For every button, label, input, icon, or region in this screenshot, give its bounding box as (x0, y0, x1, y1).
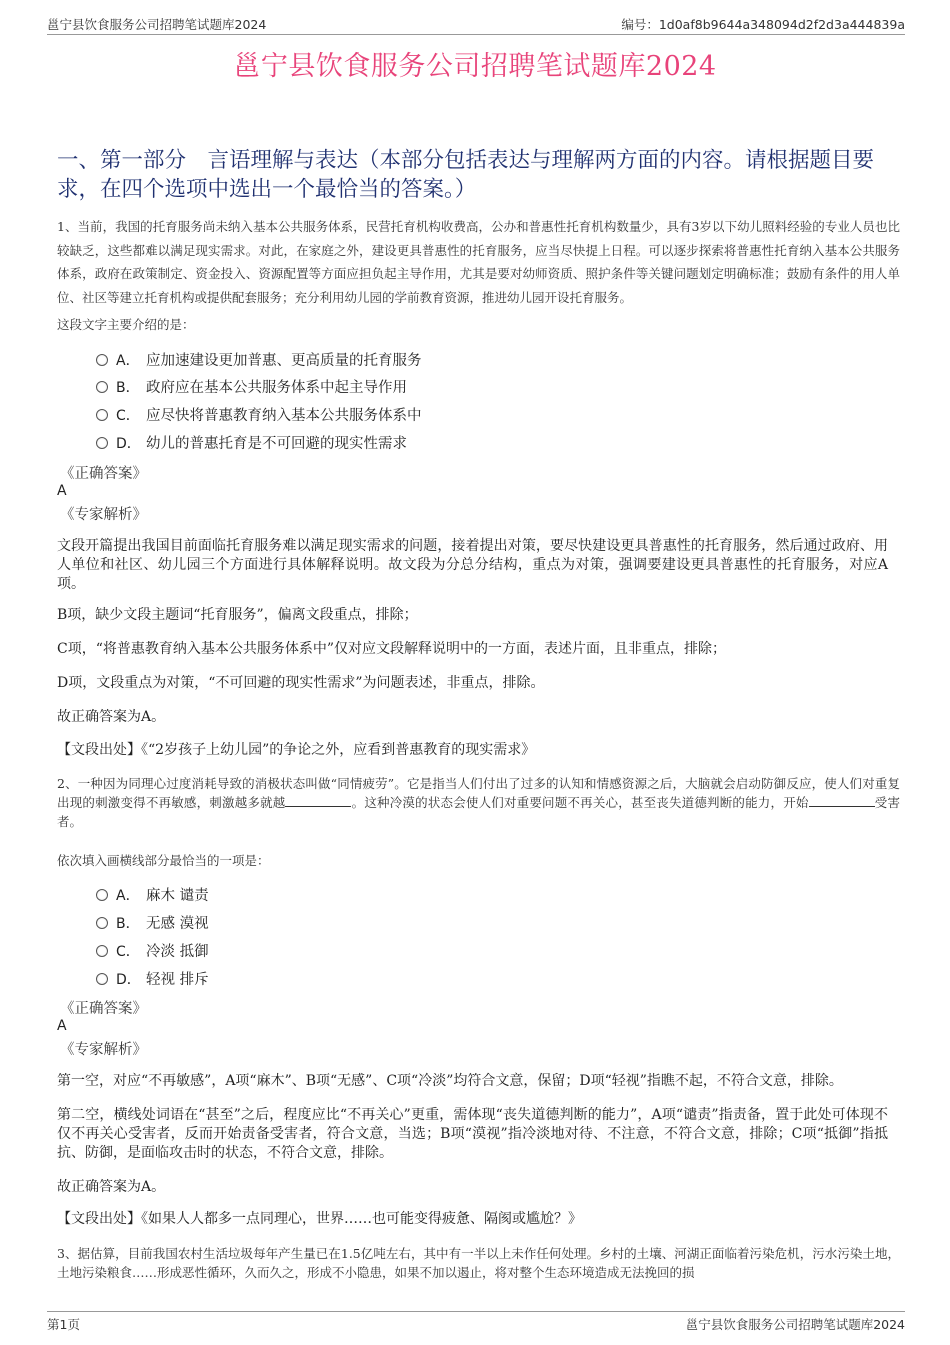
q1-option-c[interactable]: C． 应尽快将普惠教育纳入基本公共服务体系中 (96, 404, 422, 426)
page-header (47, 14, 905, 35)
q2-answer-label: 《正确答案》 (60, 1001, 147, 1017)
radio-icon[interactable] (96, 437, 108, 449)
q1-answer: A (57, 483, 67, 499)
q1-option-a[interactable]: A． 应加速建设更加普惠、更高质量的托育服务 (96, 349, 422, 371)
q2-option-a[interactable]: A． 麻木 谴责 (96, 884, 209, 906)
q1-analysis-1: 文段开篇提出我国目前面临托育服务难以满足现实需求的问题，接着提出对策，要尽快建设更具普惠性的托育服务，然后通过政府、用人单位和社区、幼儿园三个方面进行具体解释说明。故文段为分总分结构，重点为对策，强调要建设更具普惠性的托育服务，对应A项。 (57, 538, 888, 592)
q2-question: 依次填入画横线部分最恰当的一项是： (57, 853, 270, 868)
q2-source: 【文段出处】《如果人人都多一点同理心，世界……也可能变得疲惫、隔阂或尴尬？》 (57, 1211, 582, 1227)
fill-blank-2[interactable] (809, 794, 875, 807)
q1-option-b[interactable]: B． 政府应在基本公共服务体系中起主导作用 (96, 376, 407, 398)
q2-analysis-2: 第二空，横线处词语在“甚至”之后，程度应比“不再关心”更重，需体现“丧失道德判断的能力”，A项“谴责”指责备，置于此处可体现不仅不再关心受害者，反而开始责备受害者，符合文意，当选；B项“漠视”指冷淡地对待、不注意，不符合文意，排除；C项“抵御”指抵抗、防御，是面临攻击时的状态，不符合文意，排除。 (57, 1107, 888, 1161)
q2-answer: A (57, 1018, 67, 1034)
q1-analysis-3: C项，“将普惠教育纳入基本公共服务体系中”仅对应文段解释说明中的一方面，表述片面，且非重点，排除； (57, 641, 727, 657)
page-number: 第1页 (47, 1317, 80, 1332)
radio-icon[interactable] (96, 973, 108, 985)
fill-blank-1[interactable] (285, 794, 351, 807)
q2-option-b[interactable]: B． 无感 漠视 (96, 912, 209, 934)
section-heading: 一、第一部分 言语理解与表达（本部分包括表达与理解两方面的内容。请根据题目要求，在四个选项中选出一个最恰当的答案。） (57, 148, 875, 202)
q2-analysis-3: 故正确答案为A。 (57, 1179, 166, 1195)
q1-analysis-4: D项，文段重点为对策，“不可回避的现实性需求”为问题表述，非重点，排除。 (57, 675, 545, 691)
q1-question: 这段文字主要介绍的是： (57, 317, 195, 332)
radio-icon[interactable] (96, 381, 108, 393)
q2-analysis-label: 《专家解析》 (60, 1042, 147, 1058)
radio-icon[interactable] (96, 354, 108, 366)
q2-analysis-1: 第一空，对应“不再敏感”，A项“麻木”、B项“无感”、C项“冷淡”均符合文意，保留；D项“轻视”指瞧不起，不符合文意，排除。 (57, 1073, 843, 1089)
q1-answer-label: 《正确答案》 (60, 466, 147, 482)
q2-option-c[interactable]: C． 冷淡 抵御 (96, 940, 209, 962)
page-title: 邕宁县饮食服务公司招聘笔试题库2024 (233, 51, 717, 82)
q1-source: 【文段出处】《“2岁孩子上幼儿园”的争论之外，应看到普惠教育的现实需求》 (57, 742, 536, 758)
q1-analysis-5: 故正确答案为A。 (57, 709, 166, 725)
footer-title: 邕宁县饮食服务公司招聘笔试题库2024 (685, 1317, 905, 1332)
radio-icon[interactable] (96, 945, 108, 957)
q1-analysis-2: B项，缺少文段主题词“托育服务”，偏离文段重点，排除； (57, 607, 418, 623)
header-left: 邕宁县饮食服务公司招聘笔试题库2024 (47, 17, 267, 32)
q3-passage: 3、据估算，目前我国农村生活垃圾每年产生量已在1.5亿吨左右，其中有一半以上未作任何处理。乡村的土壤、河湖正面临着污染危机，污水污染土地，土地污染粮食……形成恶性循环，久而久之，形成不小隐患，如果不加以遏止，将对整个生态环境造成无法挽回的损 (57, 1246, 900, 1280)
q2-passage: 2、一种因为同理心过度消耗导致的消极状态叫做“同情疲劳”。它是指当人们付出了过多的认知和情感资源之后，大脑就会启动防御反应，使人们对重复出现的刺激变得不再敏感，刺激越多就越 。这种冷漠的状态会使人们对重要问题不再关心，甚至丧失道德判断的能力，开始 受害者。 (57, 776, 900, 829)
page-footer (47, 1311, 905, 1334)
radio-icon[interactable] (96, 889, 108, 901)
q1-analysis-label: 《专家解析》 (60, 507, 147, 523)
q1-passage: 1、当前，我国的托育服务尚未纳入基本公共服务体系，民营托育机构收费高，公办和普惠性托育机构数量少，具有3岁以下幼儿照料经验的专业人员也比较缺乏，这些都难以满足现实需求。对此，在家庭之外，建设更具普惠性的托育服务，应当尽快提上日程。可以逐步探索将普惠性托育纳入基本公共服务体系，政府在政策制定、资金投入、资源配置等方面应担负起主导作用，尤其是要对幼师资质、照护条件等关键问题划定明确标准；鼓励有条件的用人单位、社区等建立托育机构或提供配套服务；充分利用幼儿园的学前教育资源，推进幼儿园开设托育服务。 (57, 219, 900, 305)
radio-icon[interactable] (96, 409, 108, 421)
radio-icon[interactable] (96, 917, 108, 929)
header-document-id: 编号：1d0af8b9644a348094d2f2d3a444839a (621, 17, 905, 32)
q2-option-d[interactable]: D． 轻视 排斥 (96, 968, 209, 990)
q1-option-d[interactable]: D． 幼儿的普惠托育是不可回避的现实性需求 (96, 432, 407, 454)
